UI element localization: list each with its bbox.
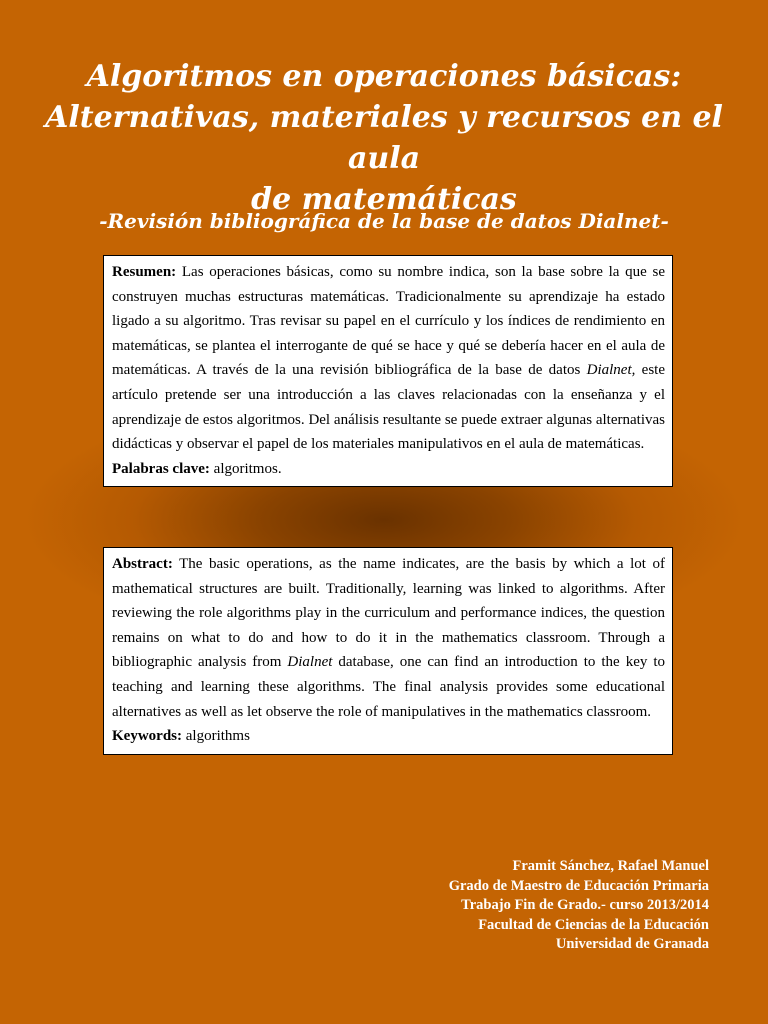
abstract-label: Abstract: <box>112 556 173 572</box>
subtitle-prefix: -Revisión bibliográfica de la base de datos <box>99 209 579 233</box>
resumen-text-part-2: este artículo pretende ser una introducción a las claves relacionadas con la enseñanza y el aprendizaje de estos algoritmos. Del análisis resultante se puede extraer algunas alternativas didácticas y observar el papel de los materiales manipulativos en el aula de matemáticas. <box>112 362 665 453</box>
resumen-text-part-1: Las operaciones básicas, como su nombre indica, son la base sobre la que se construyen muchas estructuras matemáticas. Tradicionalmente su aprendizaje ha estado ligado a su algoritmo. Tras revisar su papel en el currículo y los índices de rendimiento en matemáticas, se plantea el interrogante de qué se hace y qué se debería hacer en el aula de matemáticas. A través de la una revisión bibliográfica de la base de datos <box>112 264 665 379</box>
subtitle-suffix: - <box>660 209 669 233</box>
faculty-name: Facultad de Ciencias de la Educación <box>478 916 709 933</box>
author-block <box>449 857 709 955</box>
abstract-box <box>103 547 673 755</box>
abstract-keywords-value: algorithms <box>182 728 250 745</box>
document-title <box>40 56 728 220</box>
abstract-keywords <box>112 724 665 749</box>
degree-name: Grado de Maestro de Educación Primaria <box>448 877 709 894</box>
abstract-text-part-1: The basic operations, as the name indicates, are the basis by which a lot of mathematical structures are built. Traditionally, learning was linked to algorithms. After reviewing the role algorithms play in the curriculum and performance indices, the question remains on what to do and how to do it in the mathematics classroom. Through a bibliographic analysis from <box>112 556 665 671</box>
resumen-keywords-value: algoritmos. <box>209 460 282 477</box>
document-subtitle <box>40 207 728 235</box>
university-name: Universidad de Granada <box>555 936 709 953</box>
resumen-keywords-label: Palabras clave: <box>112 460 210 477</box>
resumen-label: Resumen: <box>112 264 177 280</box>
subtitle-database: Dialnet <box>578 209 661 233</box>
abstract-paragraph <box>112 552 665 724</box>
title-line-2: Alternativas, materiales y recursos en el aula <box>45 100 723 176</box>
resumen-paragraph <box>112 260 665 457</box>
title-line-3: de matemáticas <box>251 182 517 217</box>
resumen-box <box>103 255 673 487</box>
abstract-keywords-label: Keywords: <box>112 728 182 745</box>
author-name: Framit Sánchez, Rafael Manuel <box>512 858 709 874</box>
project-course: Trabajo Fin de Grado.- curso 2013/2014 <box>461 897 709 914</box>
abstract-text-italic: Dialnet <box>287 654 333 671</box>
resumen-text-italic: Dialnet, <box>586 362 636 379</box>
resumen-keywords <box>112 457 665 482</box>
abstract-text-part-2: database, one can find an introduction to the key to teaching and learning these algorithms. The final analysis provides some educational alternatives as well as let observe the role of manipulatives in the mathematics classroom. <box>112 654 665 720</box>
title-line-1: Algoritmos en operaciones básicas: <box>86 59 682 94</box>
